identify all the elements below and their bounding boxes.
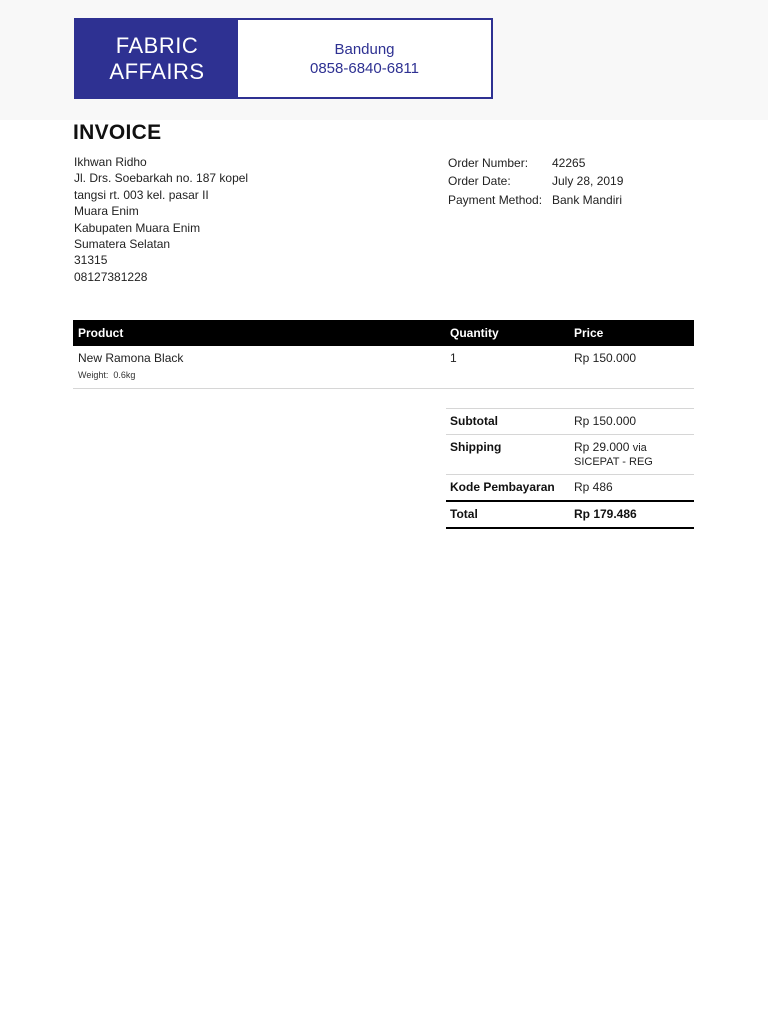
payment-code-row <box>446 475 694 502</box>
brand-line-2: AFFAIRS <box>109 58 205 84</box>
order-date-row <box>448 172 623 190</box>
order-date-label: Order Date: <box>448 174 511 189</box>
store-contact <box>238 20 491 97</box>
payment-code-value: Rp 486 <box>570 475 694 502</box>
header-price: Price <box>569 320 694 346</box>
products-table <box>73 320 694 389</box>
subtotal-value: Rp 150.000 <box>570 409 694 435</box>
shipping-value: Rp 29.000 <box>574 440 630 454</box>
total-row <box>446 501 694 528</box>
subtotal-row <box>446 409 694 435</box>
shipping-cell <box>570 435 694 475</box>
brand-line-1: FABRIC <box>115 32 199 58</box>
header-product: Product <box>73 320 445 346</box>
order-number-value: 42265 <box>552 156 586 170</box>
shipping-row <box>446 435 694 475</box>
total-label: Total <box>446 501 570 528</box>
customer-name: Ikhwan Ridho <box>74 155 147 169</box>
invoice-title: INVOICE <box>73 121 162 144</box>
address-province: Sumatera Selatan <box>74 237 171 252</box>
order-number-label: Order Number: <box>448 156 529 170</box>
weight-value: 0.6kg <box>113 370 136 380</box>
payment-code-label: Kode Pembayaran <box>446 475 570 502</box>
header-quantity: Quantity <box>445 320 569 346</box>
product-name: New Ramona Black <box>78 351 184 365</box>
quantity-cell: 1 <box>445 346 569 389</box>
address-line-1: Jl. Drs. Soebarkah no. 187 kopel <box>74 171 249 186</box>
subtotal-label: Subtotal <box>446 409 570 435</box>
payment-method-row <box>448 191 623 209</box>
store-phone: 0858-6840-6811 <box>310 59 419 77</box>
product-cell <box>73 346 445 389</box>
customer-phone: 08127381228 <box>74 269 148 284</box>
address-regency: Kabupaten Muara Enim <box>74 220 201 235</box>
shipping-label: Shipping <box>446 435 570 475</box>
order-date-value: July 28, 2019 <box>552 174 624 189</box>
store-city: Bandung <box>334 40 395 58</box>
product-weight <box>78 370 440 380</box>
shipping-method: SICEPAT - REG <box>574 456 653 468</box>
store-banner <box>74 18 493 99</box>
totals-table <box>446 408 694 529</box>
weight-label: Weight: <box>78 370 109 380</box>
products-header-row <box>73 320 694 346</box>
address-postcode: 31315 <box>74 253 108 268</box>
address-line-3: Muara Enim <box>74 204 139 219</box>
shipping-via: via <box>632 442 647 454</box>
payment-method-value: Bank Mandiri <box>552 192 623 207</box>
order-details <box>448 154 623 209</box>
price-cell: Rp 150.000 <box>569 346 694 389</box>
customer-address <box>74 154 248 285</box>
order-number-row <box>448 154 623 172</box>
total-value: Rp 179.486 <box>570 501 694 528</box>
payment-method-label: Payment Method: <box>448 192 543 207</box>
store-logo <box>76 20 238 97</box>
address-line-2: tangsi rt. 003 kel. pasar II <box>74 187 209 202</box>
table-row <box>73 346 694 389</box>
